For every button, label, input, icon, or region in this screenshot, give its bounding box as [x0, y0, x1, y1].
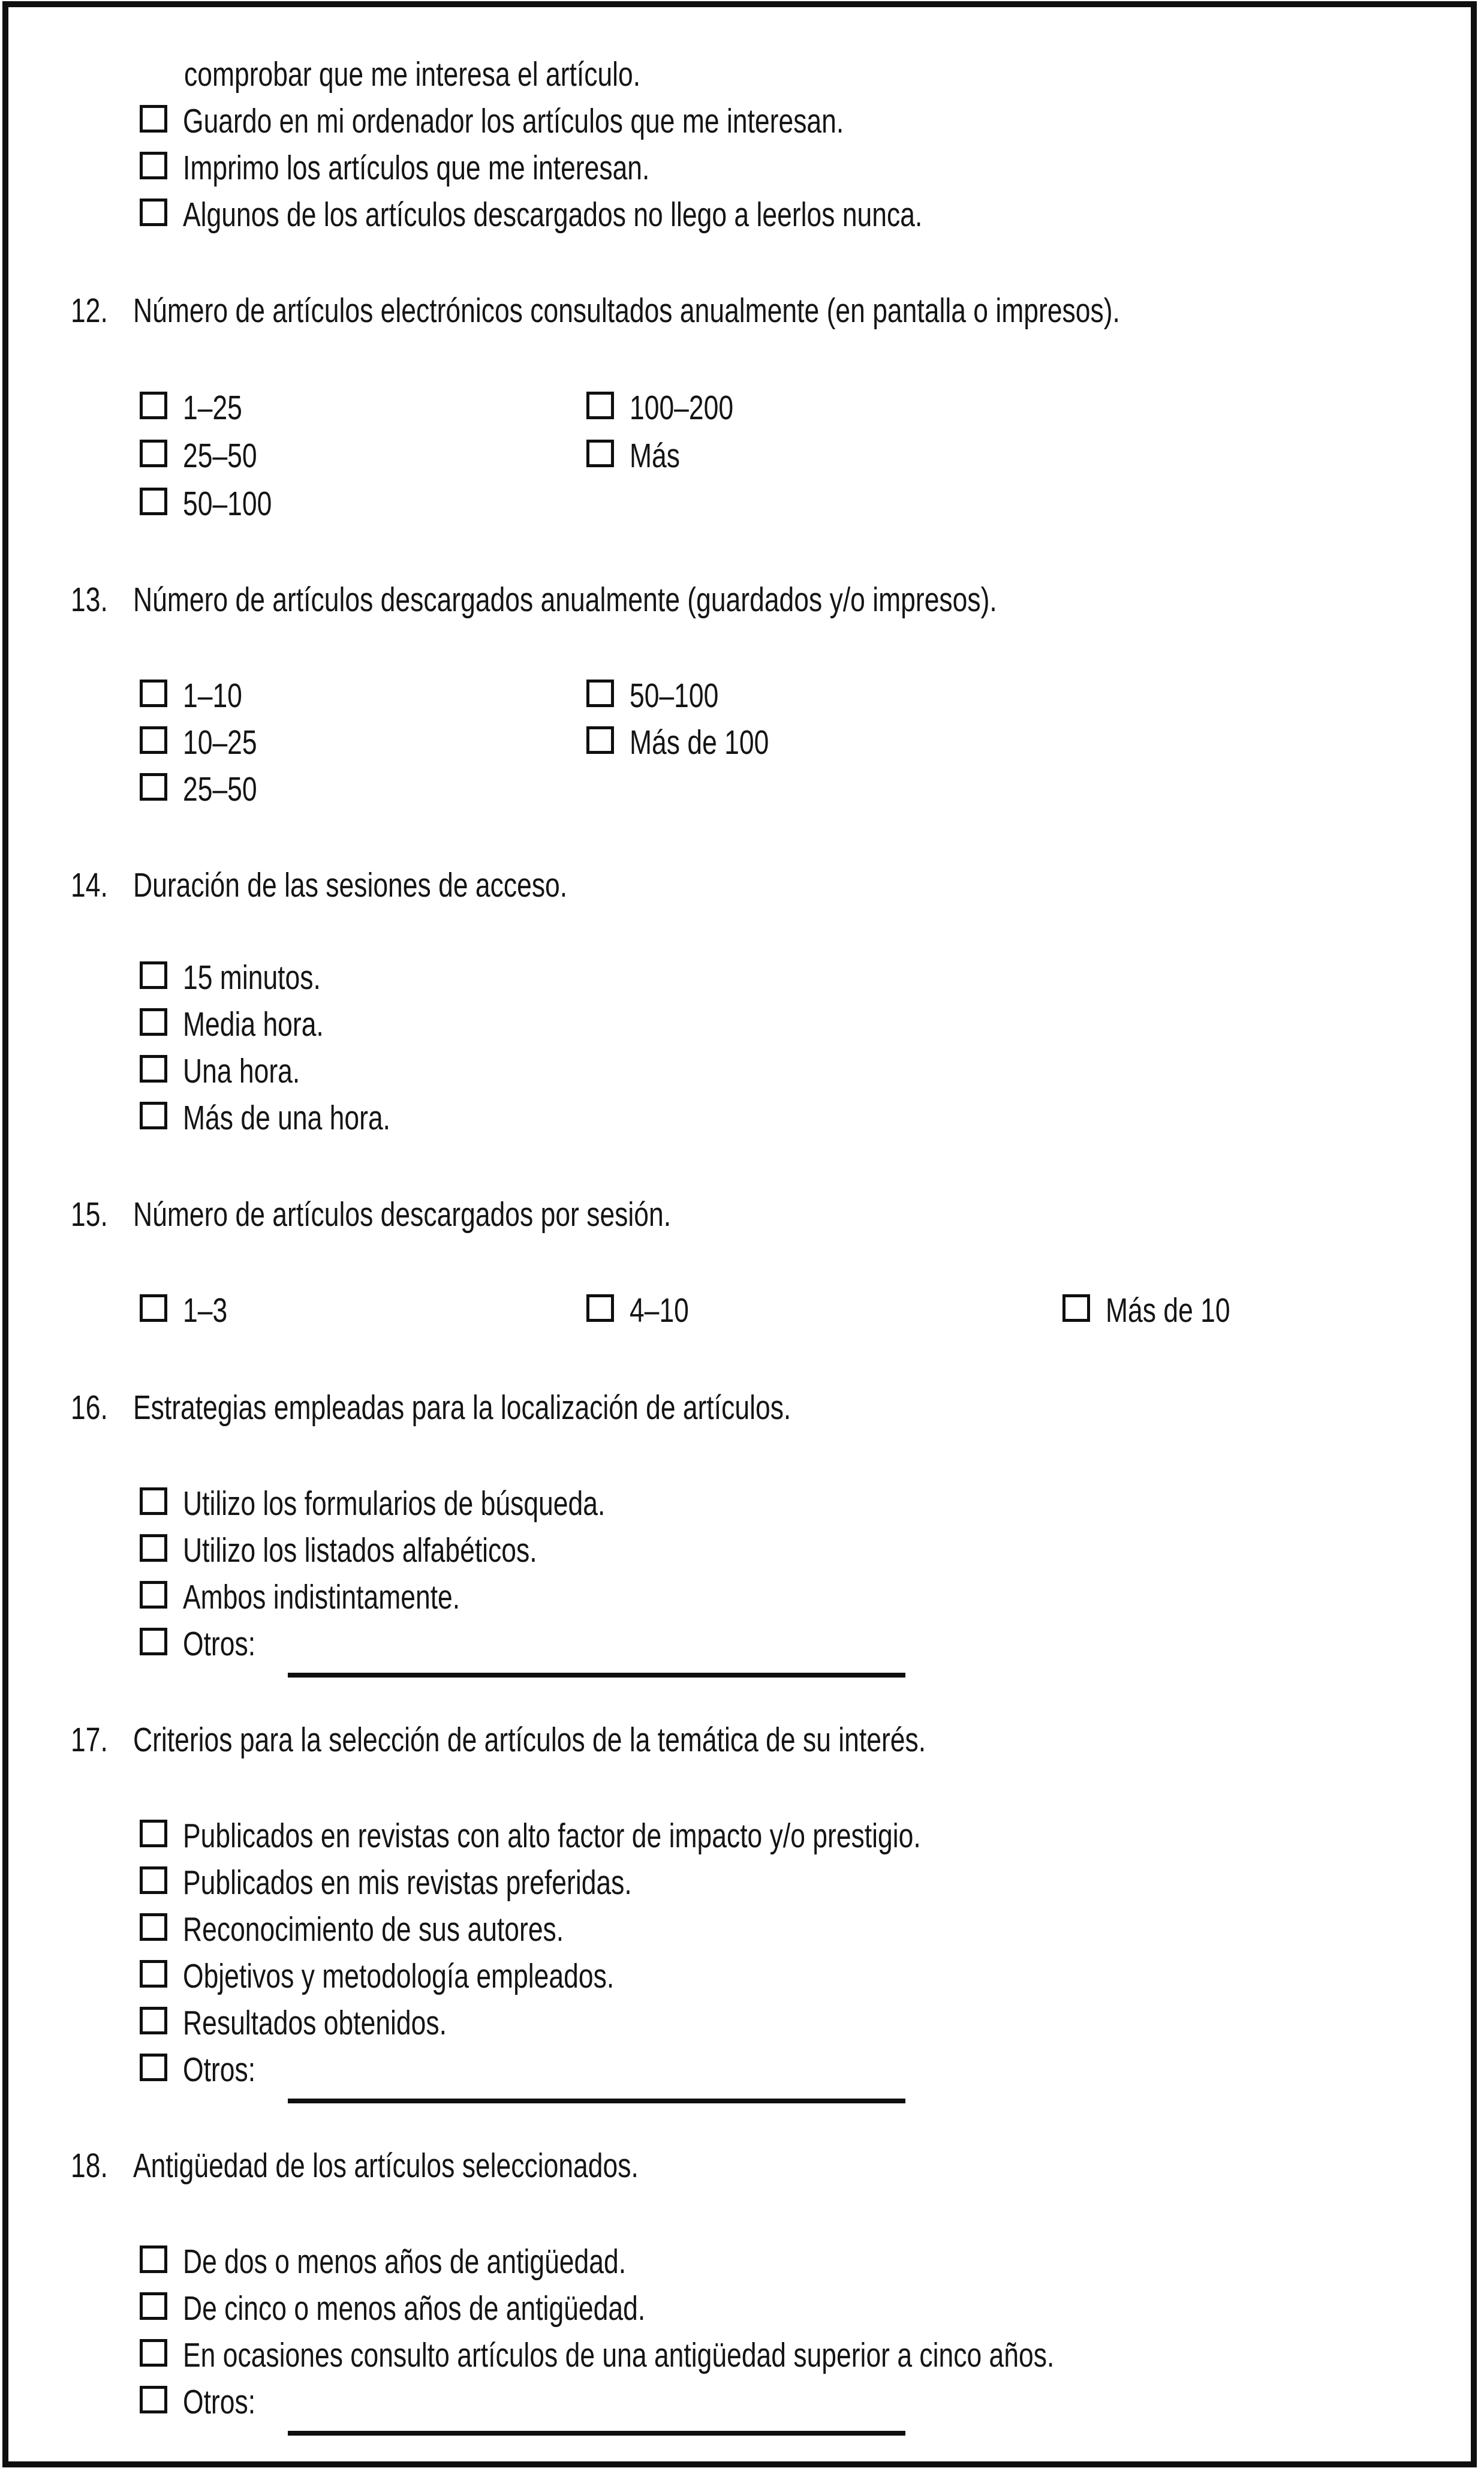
option-label: Más	[630, 437, 680, 475]
option-row	[140, 1863, 758, 1902]
option-label: Resultados obtenidos.	[183, 2004, 447, 2042]
checkbox[interactable]	[140, 2386, 167, 2413]
question-number: 13.	[71, 581, 108, 619]
option-label: 50–100	[630, 677, 719, 715]
checkbox[interactable]	[140, 2292, 167, 2320]
option-label: Una hora.	[183, 1052, 300, 1090]
checkbox[interactable]	[140, 1487, 167, 1515]
option-row	[140, 2006, 521, 2040]
checkbox[interactable]	[586, 680, 614, 707]
option-row	[140, 2289, 776, 2328]
option-row	[140, 1580, 538, 1615]
option-row	[140, 1819, 1129, 1853]
option-row	[140, 1910, 671, 1949]
checkbox[interactable]	[140, 773, 167, 801]
checkbox[interactable]	[140, 2245, 167, 2273]
checkbox[interactable]	[140, 1820, 167, 1847]
option-label: 1–10	[183, 677, 242, 715]
otros-answer-line[interactable]	[288, 2431, 905, 2436]
checkbox[interactable]	[140, 1628, 167, 1655]
question-text: Estrategias empleadas para la localización de artículos.	[133, 1388, 791, 1427]
checkbox[interactable]	[140, 488, 167, 515]
option-row	[140, 1484, 724, 1523]
option-label: 10–25	[183, 723, 257, 762]
intro-option-row	[140, 198, 1131, 232]
checkbox[interactable]	[586, 440, 614, 467]
option-row	[586, 1291, 706, 1330]
option-label: Reconocimiento de sus autores.	[183, 1910, 564, 1949]
option-row	[140, 2242, 751, 2281]
option-label: De dos o menos años de antigüedad.	[183, 2242, 627, 2281]
checkbox[interactable]	[140, 1866, 167, 1894]
option-label: Utilizo los listados alfabéticos.	[183, 1531, 537, 1570]
question-number: 16.	[71, 1388, 108, 1427]
option-row	[140, 1005, 363, 1044]
question-text: Criterios para la selección de artículos de la temática de su interés.	[133, 1721, 926, 1759]
question-number: 18.	[71, 2147, 108, 2185]
checkbox[interactable]	[140, 1055, 167, 1083]
option-label: Más de 10	[1106, 1291, 1230, 1330]
option-row-otros	[140, 1627, 276, 1661]
checkbox[interactable]	[586, 726, 614, 754]
option-label: Publicados en revistas con alto factor de impacto y/o prestigio.	[183, 1817, 921, 1855]
checkbox[interactable]	[140, 152, 167, 179]
option-row	[586, 391, 763, 425]
option-row	[140, 772, 278, 807]
checkbox[interactable]	[140, 961, 167, 989]
checkbox[interactable]	[140, 1913, 167, 1941]
checkbox[interactable]	[140, 199, 167, 226]
option-row	[140, 679, 259, 713]
option-row	[140, 487, 297, 521]
option-row-otros	[140, 2053, 276, 2087]
option-label: Ambos indistintamente.	[183, 1578, 460, 1616]
intro-option-row	[140, 104, 1030, 139]
checkbox[interactable]	[140, 392, 167, 419]
checkbox[interactable]	[140, 1960, 167, 1988]
option-row	[586, 679, 743, 713]
question-number: 15.	[71, 1195, 108, 1234]
option-label: Más de una hora.	[183, 1099, 391, 1137]
otros-answer-line[interactable]	[288, 2099, 905, 2103]
option-label: 4–10	[630, 1291, 689, 1330]
option-row	[1062, 1291, 1265, 1330]
checkbox[interactable]	[140, 1008, 167, 1036]
option-label: Publicados en mis revistas preferidas.	[183, 1863, 632, 1902]
question-number: 12.	[71, 291, 108, 330]
option-row	[140, 723, 278, 762]
option-label: Imprimo los artículos que me interesan.	[183, 149, 650, 187]
option-label: Algunos de los artículos descargados no llego a leerlos nunca.	[183, 196, 923, 234]
checkbox[interactable]	[140, 1581, 167, 1609]
continuation-text: comprobar que me interesa el artículo.	[184, 55, 641, 94]
question-text: Número de artículos descargados anualmente (guardados y/o impresos).	[133, 581, 997, 619]
question-text: Número de artículos descargados por sesión.	[133, 1195, 672, 1234]
option-label: Objetivos y metodología empleados.	[183, 1957, 615, 1995]
option-label: 25–50	[183, 770, 257, 808]
checkbox[interactable]	[586, 392, 614, 419]
checkbox[interactable]	[140, 105, 167, 133]
option-label: Otros:	[183, 1625, 256, 1663]
option-label: 1–25	[183, 389, 242, 427]
option-row	[586, 723, 808, 762]
option-label: En ocasiones consulto artículos de una antigüedad superior a cinco años.	[183, 2336, 1055, 2374]
question-text: Antigüedad de los artículos seleccionados.	[133, 2147, 639, 2185]
option-row	[586, 439, 694, 473]
option-label: 1–3	[183, 1291, 228, 1330]
option-label: Otros:	[183, 2383, 256, 2421]
option-label: 100–200	[630, 389, 734, 427]
option-row	[140, 1531, 637, 1570]
intro-option-row	[140, 151, 781, 185]
question-text: Número de artículos electrónicos consultados anualmente (en pantalla o impresos).	[133, 291, 1120, 330]
checkbox[interactable]	[140, 2339, 167, 2367]
option-label: 50–100	[183, 485, 272, 523]
option-row	[140, 1959, 736, 1994]
option-label: Más de 100	[630, 723, 769, 762]
checkbox[interactable]	[140, 1534, 167, 1562]
question-text: Duración de las sesiones de acceso.	[133, 866, 568, 904]
option-label: Utilizo los formularios de búsqueda.	[183, 1484, 606, 1523]
option-row	[140, 2338, 1300, 2373]
option-row	[140, 1101, 449, 1135]
option-row-otros	[140, 2385, 276, 2419]
checkbox[interactable]	[140, 1102, 167, 1129]
checkbox[interactable]	[140, 440, 167, 467]
checkbox[interactable]	[140, 680, 167, 707]
option-row	[140, 958, 360, 997]
checkbox[interactable]	[140, 2054, 167, 2081]
option-label: De cinco o menos años de antigüedad.	[183, 2289, 646, 2328]
option-row	[140, 1291, 240, 1330]
page-border-frame	[2, 1, 1477, 2467]
option-label: Guardo en mi ordenador los artículos que me interesan.	[183, 102, 844, 140]
checkbox[interactable]	[140, 726, 167, 754]
option-row	[140, 391, 259, 425]
option-label: Otros:	[183, 2051, 256, 2089]
question-number: 14.	[71, 866, 108, 904]
checkbox[interactable]	[140, 1294, 167, 1322]
option-row	[140, 1054, 333, 1089]
checkbox[interactable]	[1062, 1294, 1090, 1322]
option-label: Media hora.	[183, 1005, 324, 1044]
option-label: 15 minutos.	[183, 958, 321, 997]
checkbox[interactable]	[140, 2007, 167, 2034]
option-label: 25–50	[183, 437, 257, 475]
question-number: 17.	[71, 1721, 108, 1759]
option-row	[140, 439, 278, 473]
checkbox[interactable]	[586, 1294, 614, 1322]
otros-answer-line[interactable]	[288, 1673, 905, 1678]
